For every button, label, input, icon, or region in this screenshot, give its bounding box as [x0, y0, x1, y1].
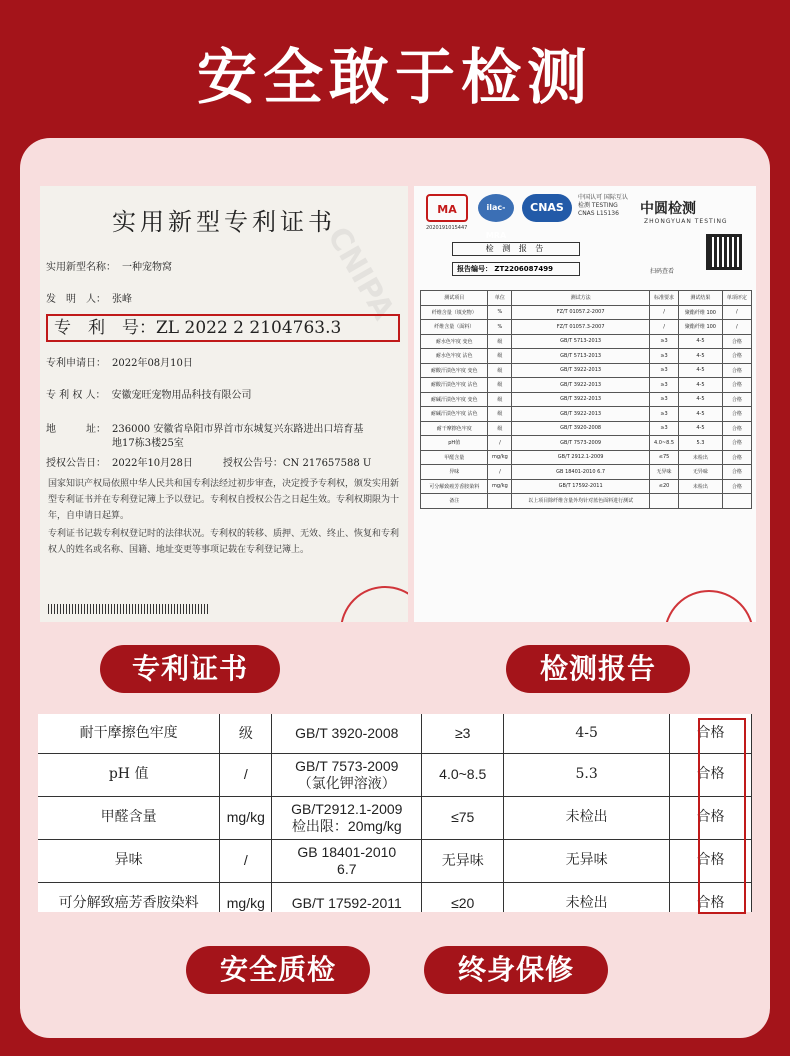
- report-cell: 耐碱汗渍色牢度 沾色: [421, 407, 488, 422]
- report-cell: 4-5: [679, 407, 722, 422]
- report-cell: 聚酯纤维 100: [679, 305, 722, 320]
- req-cell: ≥3: [422, 714, 504, 753]
- report-cell: GB/T 7573-2009: [512, 436, 649, 451]
- report-cell: 标准要求: [649, 291, 678, 306]
- address-row: 地 址： 236000 安徽省阜阳市界首市东城复兴东路进出口培育基: [46, 424, 364, 435]
- inventor-row: 发 明 人： 张峰: [46, 294, 132, 305]
- report-cell: [488, 494, 512, 509]
- item-cell: 可分解致癌芳香胺染料: [38, 882, 220, 912]
- report-cell: GB/T 3922-2013: [512, 378, 649, 393]
- report-cell: mg/kg: [488, 479, 512, 494]
- lab-brand: 中圆检测: [640, 201, 696, 217]
- certificate-paragraph-2: 专利证书记载专利权登记时的法律状况。专利权的转移、质押、无效、终止、恢复和专利权人的姓名或名称、国籍、地址变更等事项记载在专利登记簿上。: [48, 529, 400, 555]
- test-report-label: 检测报告: [506, 645, 690, 693]
- report-cell: /: [722, 305, 751, 320]
- result-cell: 无异味: [504, 839, 670, 882]
- req-cell: 4.0~8.5: [422, 753, 504, 796]
- report-cell: 合格: [722, 392, 751, 407]
- table-row: [38, 796, 752, 839]
- report-cell: 无异味: [679, 465, 722, 480]
- report-row: [421, 479, 752, 494]
- report-cell: 4-5: [679, 363, 722, 378]
- report-row: [421, 494, 752, 509]
- report-cell: GB/T 5713-2013: [512, 334, 649, 349]
- verdict-cell: 合格: [670, 796, 752, 839]
- report-cell: ≥3: [649, 334, 678, 349]
- report-row: [421, 436, 752, 451]
- report-cell: 4-5: [679, 378, 722, 393]
- accreditation-logos: [426, 194, 628, 240]
- cnipa-watermark: CNIPA: [320, 221, 401, 326]
- report-cell: GB/T 3922-2013: [512, 407, 649, 422]
- report-cell: 合格: [722, 450, 751, 465]
- lab-brand-sub: ZHONGYUAN TESTING: [644, 218, 728, 225]
- report-cell: /: [488, 465, 512, 480]
- cma-logo: MA: [426, 194, 468, 222]
- report-table: [420, 290, 752, 509]
- report-cell: GB/T 3920-2008: [512, 421, 649, 436]
- report-cell: 耐干摩擦色牢度: [421, 421, 488, 436]
- patent-certificate-image: [40, 186, 408, 622]
- report-row: [421, 407, 752, 422]
- report-cell: 纤维含量（面料）: [421, 320, 488, 335]
- report-row: [421, 291, 752, 306]
- report-row: [421, 378, 752, 393]
- ilac-logo: ilac-MRA: [478, 194, 514, 222]
- report-cell: 测试项目: [421, 291, 488, 306]
- report-cell: 耐水色牢度 沾色: [421, 349, 488, 364]
- report-cell: 无异味: [649, 465, 678, 480]
- report-row: [421, 450, 752, 465]
- report-cell: 聚酯纤维 100: [679, 320, 722, 335]
- page-title: 安全敢于检测: [197, 43, 593, 113]
- report-cell: ≥3: [649, 421, 678, 436]
- patent-certificate-label: 专利证书: [100, 645, 280, 693]
- report-cell: 以上项目除纤维含量外均针对蓝色面料进行测试: [512, 494, 649, 509]
- report-cell: %: [488, 305, 512, 320]
- report-cell: 单项评定: [722, 291, 751, 306]
- method-line: 6.7: [337, 860, 357, 877]
- report-cell: ≥3: [649, 363, 678, 378]
- verdict-cell: 合格: [670, 839, 752, 882]
- report-cell: 4-5: [679, 334, 722, 349]
- report-row: [421, 349, 752, 364]
- report-cell: FZ/T 01057.2-2007: [512, 305, 649, 320]
- method-line: GB/T2912.1-2009: [291, 800, 403, 817]
- report-cell: 合格: [722, 363, 751, 378]
- report-cell: GB/T 2912.1-2009: [512, 450, 649, 465]
- report-cell: 合格: [722, 465, 751, 480]
- report-cell: 级: [488, 334, 512, 349]
- report-cell: 耐水色牢度 变色: [421, 334, 488, 349]
- report-cell: ≥3: [649, 392, 678, 407]
- report-cell: pH值: [421, 436, 488, 451]
- report-cell: 级: [488, 421, 512, 436]
- report-cell: [649, 494, 678, 509]
- report-cell: ≥3: [649, 378, 678, 393]
- verdict-highlight: [698, 718, 746, 914]
- test-report-image: [414, 186, 756, 622]
- unit-cell: 级: [220, 714, 272, 753]
- table-row: [38, 839, 752, 882]
- qr-label: 扫码查看: [650, 268, 675, 275]
- report-cell: 4-5: [679, 421, 722, 436]
- report-cell: GB 18401-2010 6.7: [512, 465, 649, 480]
- official-seal: [340, 586, 408, 622]
- req-cell: ≤75: [422, 796, 504, 839]
- report-cell: 合格: [722, 407, 751, 422]
- result-cell: 未检出: [504, 796, 670, 839]
- certificate-heading: 实用新型专利证书: [112, 208, 336, 236]
- report-row: [421, 363, 752, 378]
- report-cell: 合格: [722, 349, 751, 364]
- unit-cell: /: [220, 839, 272, 882]
- method-line: GB/T 17592-2011: [291, 895, 402, 911]
- report-cell: 纤维含量（填充物）: [421, 305, 488, 320]
- method-line: GB/T 3920-2008: [295, 724, 399, 741]
- lab-seal: [664, 590, 754, 622]
- report-number: 报告编号： ZT2206087499: [452, 262, 580, 276]
- cnas-logo: CNAS: [522, 194, 572, 222]
- method-cell: [272, 753, 422, 796]
- report-row: [421, 305, 752, 320]
- report-row: [421, 320, 752, 335]
- table-row: [38, 882, 752, 912]
- method-cell: [272, 882, 422, 912]
- report-row: [421, 465, 752, 480]
- method-cell: [272, 796, 422, 839]
- report-heading: 检 测 报 告: [452, 242, 580, 256]
- unit-cell: mg/kg: [220, 882, 272, 912]
- report-cell: /: [488, 436, 512, 451]
- report-row: [421, 334, 752, 349]
- report-cell: ≥3: [649, 407, 678, 422]
- report-cell: 级: [488, 378, 512, 393]
- owner-row: 专 利 权 人： 安徽宠旺宠物用品科技有限公司: [46, 390, 252, 401]
- report-cell: 4-5: [679, 392, 722, 407]
- report-cell: /: [722, 320, 751, 335]
- report-cell: 4-5: [679, 349, 722, 364]
- report-row: [421, 392, 752, 407]
- report-cell: 耐酸汗渍色牢度 沾色: [421, 378, 488, 393]
- report-cell: 未检出: [679, 450, 722, 465]
- warranty-label: 终身保修: [424, 946, 608, 994]
- model-name-row: 实用新型名称： 一种宠物窝: [46, 262, 172, 273]
- report-row: [421, 421, 752, 436]
- item-cell: 甲醛含量: [38, 796, 220, 839]
- report-cell: 测试结果: [679, 291, 722, 306]
- report-cell: 测试方法: [512, 291, 649, 306]
- barcode: [48, 604, 208, 614]
- report-cell: GB/T 3922-2013: [512, 363, 649, 378]
- detail-table: [38, 714, 752, 912]
- apply-date-row: 专利申请日： 2022年08月10日: [46, 358, 193, 369]
- table-row: [38, 753, 752, 796]
- report-cell: 甲醛含量: [421, 450, 488, 465]
- report-cell: 可分解致癌芳香胺染料: [421, 479, 488, 494]
- report-cell: 合格: [722, 436, 751, 451]
- report-cell: 单位: [488, 291, 512, 306]
- verdict-cell: 合格: [670, 753, 752, 796]
- method-line: 检出限：20mg/kg: [291, 817, 402, 834]
- item-cell: pH 值: [38, 753, 220, 796]
- report-cell: ≤20: [649, 479, 678, 494]
- result-cell: 未检出: [504, 882, 670, 912]
- report-cell: [722, 494, 751, 509]
- report-cell: 未检出: [679, 479, 722, 494]
- cma-code: 2020191015447: [426, 225, 468, 231]
- report-cell: %: [488, 320, 512, 335]
- report-cell: 4.0~8.5: [649, 436, 678, 451]
- method-line: GB/T 7573-2009: [295, 757, 399, 774]
- method-line: （氯化钾溶液）: [297, 774, 396, 791]
- qr-code-icon: [706, 234, 742, 270]
- report-cell: 合格: [722, 378, 751, 393]
- req-cell: ≤20: [422, 882, 504, 912]
- address-row-2: 地17栋3楼25室: [112, 438, 184, 449]
- report-cell: 合格: [722, 479, 751, 494]
- patent-number: 专 利 号：ZL 2022 2 2104763.3: [46, 314, 400, 342]
- report-cell: 耐碱汗渍色牢度 变色: [421, 392, 488, 407]
- quality-label: 安全质检: [186, 946, 370, 994]
- verdict-cell: 合格: [670, 714, 752, 753]
- report-cell: /: [649, 305, 678, 320]
- report-cell: 5.3: [679, 436, 722, 451]
- report-cell: 备注: [421, 494, 488, 509]
- method-line: GB 18401-2010: [297, 843, 397, 860]
- report-cell: GB/T 5713-2013: [512, 349, 649, 364]
- report-cell: 合格: [722, 334, 751, 349]
- report-cell: 异味: [421, 465, 488, 480]
- method-cell: [272, 714, 422, 753]
- table-row: [38, 714, 752, 753]
- grant-row: 授权公告日： 2022年10月28日 授权公告号：CN 217657588 U: [46, 458, 372, 469]
- certificate-paragraph-1: 国家知识产权局依照中华人民共和国专利法经过初步审查，决定授予专利权，颁发实用新型专利证书并在专利登记簿上予以登记。专利权自授权公告之日起生效。专利权期限为十年，自申请日起算。: [48, 479, 400, 521]
- item-cell: 耐干摩擦色牢度: [38, 714, 220, 753]
- method-cell: [272, 839, 422, 882]
- report-cell: [679, 494, 722, 509]
- req-cell: 无异味: [422, 839, 504, 882]
- report-cell: GB/T 17592-2011: [512, 479, 649, 494]
- report-cell: FZ/T 01057.3-2007: [512, 320, 649, 335]
- report-cell: GB/T 3922-2013: [512, 392, 649, 407]
- report-cell: 级: [488, 349, 512, 364]
- verdict-cell: 合格: [670, 882, 752, 912]
- report-cell: ≤75: [649, 450, 678, 465]
- unit-cell: mg/kg: [220, 796, 272, 839]
- report-cell: 级: [488, 392, 512, 407]
- report-cell: 合格: [722, 421, 751, 436]
- report-cell: /: [649, 320, 678, 335]
- result-cell: 5.3: [504, 753, 670, 796]
- report-cell: mg/kg: [488, 450, 512, 465]
- item-cell: 异味: [38, 839, 220, 882]
- report-cell: 级: [488, 363, 512, 378]
- accreditation-text: 中国认可 国际互认 检测 TESTING CNAS L15136: [578, 194, 628, 217]
- report-cell: 耐酸汗渍色牢度 变色: [421, 363, 488, 378]
- report-cell: ≥3: [649, 349, 678, 364]
- result-cell: 4-5: [504, 714, 670, 753]
- report-cell: 级: [488, 407, 512, 422]
- unit-cell: /: [220, 753, 272, 796]
